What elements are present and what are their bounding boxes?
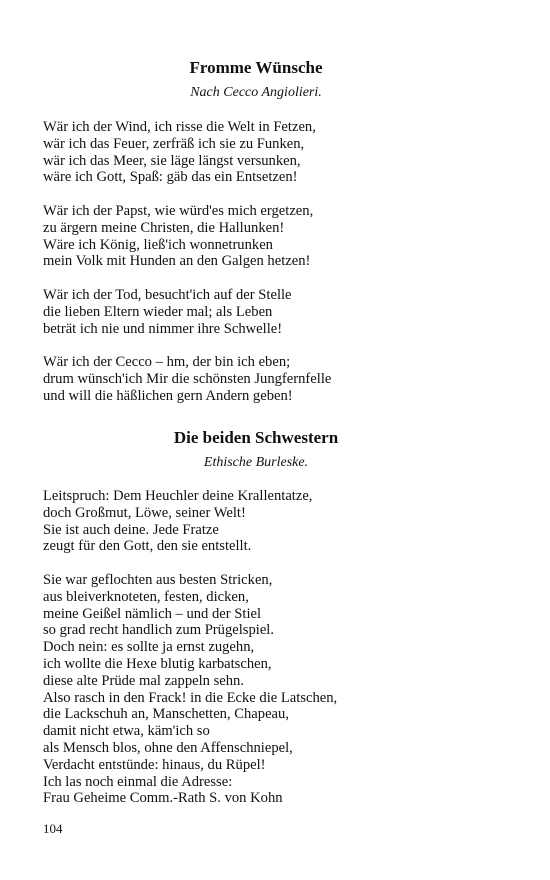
stanza bbox=[43, 287, 292, 337]
verse-line: Wär ich der Papst, wie würd'es mich ergetzen, bbox=[43, 203, 314, 219]
verse-line: Also rasch in den Frack! in die Ecke die Latschen, bbox=[43, 689, 338, 706]
verse-line: wäre ich Gott, Spaß: gäb das ein Entsetzen! bbox=[43, 169, 298, 186]
verse-line: Verdacht entstünde: hinaus, du Rüpel! bbox=[43, 756, 266, 773]
verse-line: wär ich das Feuer, zerfräß ich sie zu Funken, bbox=[43, 135, 305, 152]
verse-line: zeugt für den Gott, den sie entstellt. bbox=[43, 538, 252, 555]
poem-subtitle-fromme-wuensche: Nach Cecco Angiolieri. bbox=[190, 85, 322, 100]
verse-line: doch Großmut, Löwe, seiner Welt! bbox=[43, 504, 246, 521]
verse-line: wär ich das Meer, sie läge längst versunken, bbox=[43, 152, 301, 169]
verse-line: Sie war geflochten aus besten Stricken, bbox=[43, 572, 273, 588]
stanza bbox=[43, 119, 316, 186]
verse-line: Sie ist auch deine. Jede Fratze bbox=[43, 521, 219, 538]
poem-title-fromme-wuensche: Fromme Wünsche bbox=[189, 58, 323, 77]
stanza bbox=[43, 203, 313, 270]
verse-line: Frau Geheime Comm.-Rath S. von Kohn bbox=[43, 790, 283, 807]
verse-line: und will die häßlichen gern Andern geben! bbox=[43, 387, 293, 404]
stanza bbox=[43, 488, 312, 555]
stanza bbox=[43, 572, 337, 807]
stanza bbox=[43, 354, 331, 404]
verse-line: damit nicht etwa, käm'ich so bbox=[43, 723, 210, 740]
verse-line: die Lackschuh an, Manschetten, Chapeau, bbox=[43, 706, 289, 723]
verse-line: Doch nein: es sollte ja ernst zugehn, bbox=[43, 639, 255, 656]
page-number: 104 bbox=[43, 821, 63, 836]
verse-line: Wär ich der Cecco – hm, der bin ich eben; bbox=[43, 354, 291, 370]
verse-line: beträt ich nie und nimmer ihre Schwelle! bbox=[43, 320, 283, 337]
verse-line: Wär ich der Tod, besucht'ich auf der Stelle bbox=[43, 287, 292, 303]
verse-line: diese alte Prüde mal zappeln sehn. bbox=[43, 672, 244, 689]
verse-line: als Mensch blos, ohne den Affenschniepel, bbox=[43, 739, 293, 756]
verse-line: Leitspruch: Dem Heuchler deine Krallentatze, bbox=[43, 488, 313, 504]
verse-line: meine Geißel nämlich – und der Stiel bbox=[43, 605, 262, 622]
verse-line: zu ärgern meine Christen, die Hallunken! bbox=[43, 219, 285, 236]
verse-line: Wäre ich König, ließ'ich wonnetrunken bbox=[43, 236, 273, 253]
verse-line: aus bleiverknoteten, festen, dicken, bbox=[43, 588, 249, 605]
verse-line: ich wollte die Hexe blutig karbatschen, bbox=[43, 655, 272, 672]
poem-subtitle-die-beiden-schwestern: Ethische Burleske. bbox=[203, 455, 309, 470]
verse-line: Ich las noch einmal die Adresse: bbox=[43, 773, 233, 790]
verse-line: mein Volk mit Hunden an den Galgen hetzen! bbox=[43, 253, 311, 270]
poem-title-die-beiden-schwestern: Die beiden Schwestern bbox=[173, 428, 339, 447]
verse-line: so grad recht handlich zum Prügelspiel. bbox=[43, 622, 275, 639]
verse-line: die lieben Eltern wieder mal; als Leben bbox=[43, 303, 273, 320]
verse-line: Wär ich der Wind, ich risse die Welt in Fetzen, bbox=[43, 119, 316, 135]
verse-line: drum wünsch'ich Mir die schönsten Jungfernfelle bbox=[43, 370, 332, 387]
